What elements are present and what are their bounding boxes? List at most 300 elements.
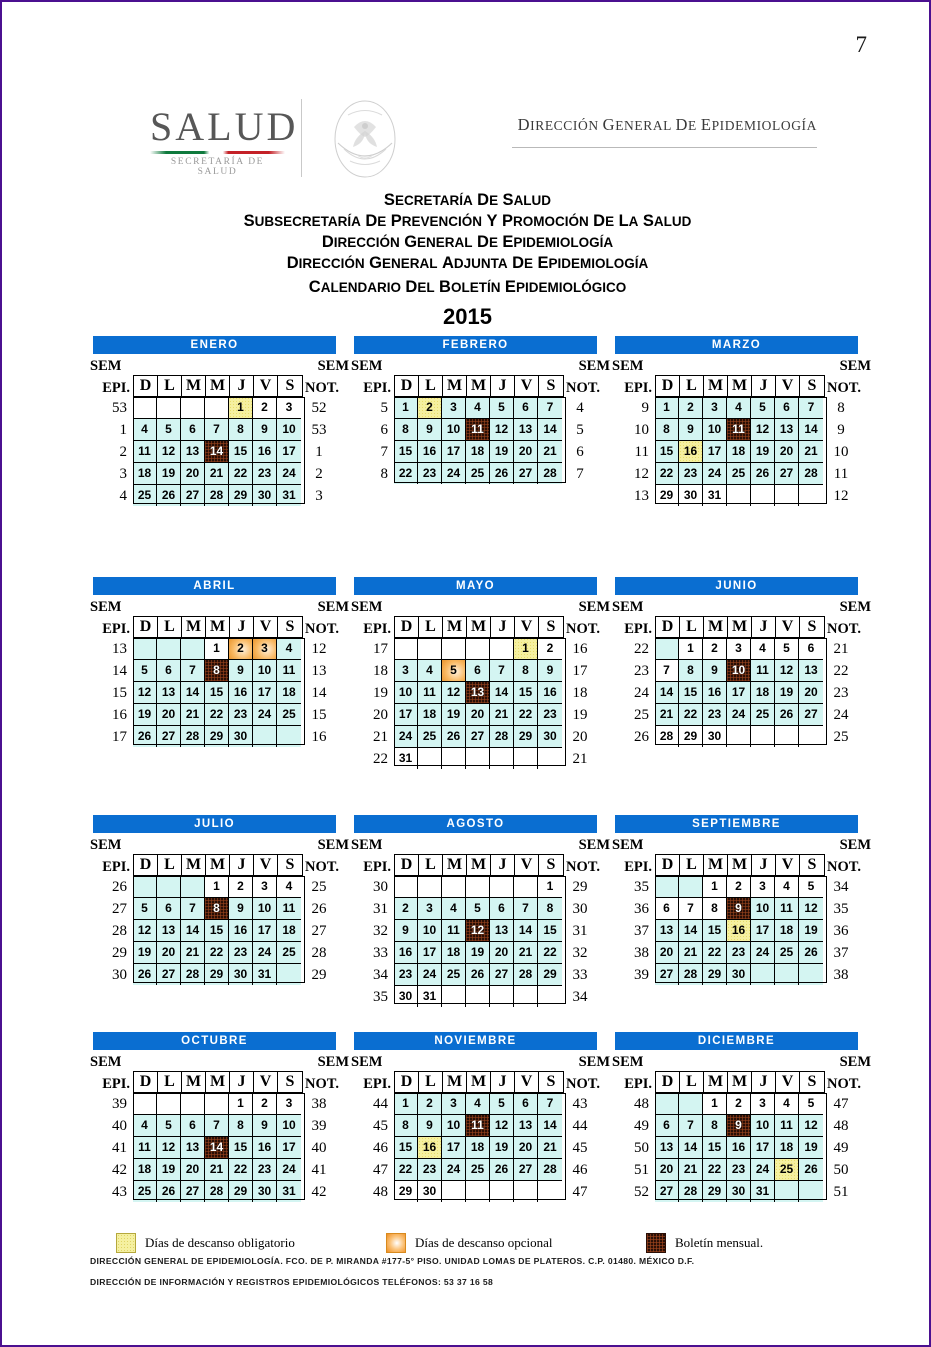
day-cell[interactable]: 22 — [229, 1159, 253, 1180]
day-cell[interactable]: 28 — [799, 463, 823, 484]
day-cell[interactable]: 28 — [205, 1181, 229, 1202]
day-cell[interactable]: 23 — [538, 704, 562, 725]
day-cell[interactable]: 6 — [157, 898, 181, 919]
day-cell[interactable]: 31 — [277, 485, 301, 506]
day-cell[interactable]: 28 — [655, 726, 679, 747]
day-cell[interactable]: 1 — [514, 638, 538, 659]
day-cell[interactable]: 14 — [679, 1137, 703, 1158]
day-cell[interactable]: 10 — [277, 1115, 301, 1136]
day-cell[interactable]: 6 — [181, 1115, 205, 1136]
day-cell[interactable]: 26 — [157, 485, 181, 506]
day-cell[interactable]: 31 — [277, 1181, 301, 1202]
day-cell[interactable]: 30 — [703, 726, 727, 747]
day-cell[interactable]: 1 — [205, 638, 229, 659]
day-cell[interactable]: 15 — [394, 441, 418, 462]
day-cell[interactable]: 7 — [679, 898, 703, 919]
day-cell[interactable]: 9 — [229, 660, 253, 681]
day-cell[interactable]: 19 — [157, 1159, 181, 1180]
day-cell[interactable]: 21 — [490, 704, 514, 725]
day-cell[interactable]: 8 — [205, 660, 229, 681]
day-cell[interactable]: 27 — [157, 964, 181, 985]
day-cell[interactable]: 19 — [466, 942, 490, 963]
day-cell[interactable]: 6 — [466, 660, 490, 681]
day-cell[interactable]: 22 — [205, 942, 229, 963]
day-cell[interactable]: 23 — [229, 942, 253, 963]
day-cell[interactable]: 25 — [466, 1159, 490, 1180]
day-cell[interactable]: 2 — [229, 876, 253, 897]
day-cell[interactable]: 24 — [253, 942, 277, 963]
day-cell[interactable]: 12 — [751, 419, 775, 440]
day-cell[interactable]: 29 — [205, 726, 229, 747]
day-cell[interactable]: 18 — [277, 920, 301, 941]
day-cell[interactable]: 22 — [703, 1159, 727, 1180]
day-cell[interactable]: 24 — [751, 1159, 775, 1180]
day-cell[interactable]: 28 — [538, 463, 562, 484]
day-cell[interactable]: 26 — [157, 1181, 181, 1202]
day-cell[interactable]: 18 — [277, 682, 301, 703]
day-cell[interactable]: 19 — [490, 1137, 514, 1158]
day-cell[interactable]: 23 — [394, 964, 418, 985]
day-cell[interactable]: 28 — [181, 726, 205, 747]
day-cell[interactable]: 5 — [133, 898, 157, 919]
day-cell[interactable]: 24 — [277, 463, 301, 484]
day-cell[interactable]: 21 — [679, 1159, 703, 1180]
day-cell[interactable]: 12 — [133, 920, 157, 941]
day-cell[interactable]: 4 — [442, 898, 466, 919]
day-cell[interactable]: 13 — [157, 920, 181, 941]
day-cell[interactable]: 20 — [655, 1159, 679, 1180]
day-cell[interactable]: 25 — [775, 942, 799, 963]
day-cell[interactable]: 5 — [157, 1115, 181, 1136]
day-cell[interactable]: 22 — [703, 942, 727, 963]
day-cell[interactable]: 16 — [418, 1137, 442, 1158]
day-cell[interactable]: 11 — [133, 1137, 157, 1158]
day-cell[interactable]: 31 — [703, 485, 727, 506]
day-cell[interactable]: 13 — [181, 441, 205, 462]
day-cell[interactable]: 30 — [727, 964, 751, 985]
day-cell[interactable]: 12 — [133, 682, 157, 703]
day-cell[interactable]: 20 — [490, 942, 514, 963]
day-cell[interactable]: 18 — [133, 1159, 157, 1180]
day-cell[interactable]: 15 — [205, 682, 229, 703]
day-cell[interactable]: 16 — [538, 682, 562, 703]
day-cell[interactable]: 5 — [490, 1093, 514, 1114]
day-cell[interactable]: 16 — [253, 441, 277, 462]
day-cell[interactable]: 16 — [418, 441, 442, 462]
day-cell[interactable]: 17 — [703, 441, 727, 462]
day-cell[interactable]: 24 — [727, 704, 751, 725]
day-cell[interactable]: 18 — [133, 463, 157, 484]
day-cell[interactable]: 2 — [253, 1093, 277, 1114]
day-cell[interactable]: 17 — [418, 942, 442, 963]
day-cell[interactable]: 25 — [751, 704, 775, 725]
day-cell[interactable]: 14 — [205, 441, 229, 462]
day-cell[interactable]: 9 — [418, 419, 442, 440]
day-cell[interactable]: 16 — [727, 920, 751, 941]
day-cell[interactable]: 24 — [442, 1159, 466, 1180]
day-cell[interactable]: 5 — [751, 397, 775, 418]
day-cell[interactable]: 16 — [229, 682, 253, 703]
day-cell[interactable]: 26 — [751, 463, 775, 484]
day-cell[interactable]: 4 — [277, 876, 301, 897]
day-cell[interactable]: 23 — [253, 1159, 277, 1180]
day-cell[interactable]: 21 — [538, 1137, 562, 1158]
day-cell[interactable]: 25 — [775, 1159, 799, 1180]
day-cell[interactable]: 30 — [253, 1181, 277, 1202]
day-cell[interactable]: 13 — [655, 920, 679, 941]
day-cell[interactable]: 26 — [775, 704, 799, 725]
day-cell[interactable]: 13 — [799, 660, 823, 681]
day-cell[interactable]: 15 — [229, 441, 253, 462]
day-cell[interactable]: 9 — [538, 660, 562, 681]
day-cell[interactable]: 7 — [490, 660, 514, 681]
day-cell[interactable]: 26 — [799, 942, 823, 963]
day-cell[interactable]: 25 — [442, 964, 466, 985]
day-cell[interactable]: 1 — [703, 1093, 727, 1114]
day-cell[interactable]: 12 — [157, 1137, 181, 1158]
day-cell[interactable]: 21 — [679, 942, 703, 963]
day-cell[interactable]: 20 — [514, 441, 538, 462]
day-cell[interactable]: 15 — [538, 920, 562, 941]
day-cell[interactable]: 9 — [229, 898, 253, 919]
day-cell[interactable]: 22 — [229, 463, 253, 484]
day-cell[interactable]: 10 — [394, 682, 418, 703]
day-cell[interactable]: 8 — [703, 1115, 727, 1136]
day-cell[interactable]: 24 — [394, 726, 418, 747]
day-cell[interactable]: 4 — [277, 638, 301, 659]
day-cell[interactable]: 2 — [229, 638, 253, 659]
day-cell[interactable]: 13 — [466, 682, 490, 703]
day-cell[interactable]: 30 — [394, 986, 418, 1007]
day-cell[interactable]: 18 — [775, 1137, 799, 1158]
day-cell[interactable]: 25 — [418, 726, 442, 747]
day-cell[interactable]: 8 — [679, 660, 703, 681]
day-cell[interactable]: 24 — [277, 1159, 301, 1180]
day-cell[interactable]: 21 — [538, 441, 562, 462]
day-cell[interactable]: 20 — [655, 942, 679, 963]
day-cell[interactable]: 19 — [133, 942, 157, 963]
day-cell[interactable]: 6 — [655, 898, 679, 919]
day-cell[interactable]: 23 — [418, 1159, 442, 1180]
day-cell[interactable]: 22 — [514, 704, 538, 725]
day-cell[interactable]: 8 — [229, 1115, 253, 1136]
day-cell[interactable]: 27 — [157, 726, 181, 747]
day-cell[interactable]: 13 — [514, 419, 538, 440]
day-cell[interactable]: 27 — [490, 964, 514, 985]
day-cell[interactable]: 11 — [133, 441, 157, 462]
day-cell[interactable]: 12 — [490, 1115, 514, 1136]
day-cell[interactable]: 13 — [490, 920, 514, 941]
day-cell[interactable]: 14 — [181, 920, 205, 941]
day-cell[interactable]: 20 — [181, 1159, 205, 1180]
day-cell[interactable]: 25 — [727, 463, 751, 484]
day-cell[interactable]: 9 — [418, 1115, 442, 1136]
day-cell[interactable]: 29 — [229, 485, 253, 506]
day-cell[interactable]: 13 — [181, 1137, 205, 1158]
day-cell[interactable]: 17 — [277, 1137, 301, 1158]
day-cell[interactable]: 6 — [490, 898, 514, 919]
day-cell[interactable]: 10 — [442, 419, 466, 440]
day-cell[interactable]: 2 — [394, 898, 418, 919]
day-cell[interactable]: 30 — [253, 485, 277, 506]
day-cell[interactable]: 30 — [679, 485, 703, 506]
day-cell[interactable]: 21 — [655, 704, 679, 725]
day-cell[interactable]: 17 — [253, 920, 277, 941]
day-cell[interactable]: 7 — [181, 898, 205, 919]
day-cell[interactable]: 17 — [277, 441, 301, 462]
day-cell[interactable]: 10 — [751, 898, 775, 919]
day-cell[interactable]: 2 — [727, 1093, 751, 1114]
day-cell[interactable]: 26 — [466, 964, 490, 985]
day-cell[interactable]: 29 — [679, 726, 703, 747]
day-cell[interactable]: 11 — [775, 1115, 799, 1136]
day-cell[interactable]: 17 — [751, 920, 775, 941]
day-cell[interactable]: 17 — [442, 441, 466, 462]
day-cell[interactable]: 5 — [490, 397, 514, 418]
day-cell[interactable]: 27 — [775, 463, 799, 484]
day-cell[interactable]: 26 — [133, 726, 157, 747]
day-cell[interactable]: 19 — [799, 920, 823, 941]
day-cell[interactable]: 31 — [253, 964, 277, 985]
day-cell[interactable]: 27 — [514, 1159, 538, 1180]
day-cell[interactable]: 12 — [157, 441, 181, 462]
day-cell[interactable]: 2 — [703, 638, 727, 659]
day-cell[interactable]: 25 — [466, 463, 490, 484]
day-cell[interactable]: 19 — [442, 704, 466, 725]
day-cell[interactable]: 20 — [466, 704, 490, 725]
day-cell[interactable]: 29 — [538, 964, 562, 985]
day-cell[interactable]: 8 — [514, 660, 538, 681]
day-cell[interactable]: 19 — [775, 682, 799, 703]
day-cell[interactable]: 1 — [538, 876, 562, 897]
day-cell[interactable]: 14 — [205, 1137, 229, 1158]
day-cell[interactable]: 8 — [205, 898, 229, 919]
day-cell[interactable]: 24 — [253, 704, 277, 725]
day-cell[interactable]: 9 — [253, 419, 277, 440]
day-cell[interactable]: 23 — [679, 463, 703, 484]
day-cell[interactable]: 10 — [253, 660, 277, 681]
day-cell[interactable]: 22 — [679, 704, 703, 725]
day-cell[interactable]: 4 — [751, 638, 775, 659]
day-cell[interactable]: 28 — [679, 964, 703, 985]
day-cell[interactable]: 1 — [229, 397, 253, 418]
day-cell[interactable]: 7 — [538, 1093, 562, 1114]
day-cell[interactable]: 7 — [205, 1115, 229, 1136]
day-cell[interactable]: 20 — [799, 682, 823, 703]
day-cell[interactable]: 2 — [418, 397, 442, 418]
day-cell[interactable]: 3 — [442, 397, 466, 418]
day-cell[interactable]: 25 — [277, 942, 301, 963]
day-cell[interactable]: 3 — [253, 876, 277, 897]
day-cell[interactable]: 20 — [157, 942, 181, 963]
day-cell[interactable]: 7 — [514, 898, 538, 919]
day-cell[interactable]: 16 — [229, 920, 253, 941]
day-cell[interactable]: 29 — [703, 1181, 727, 1202]
day-cell[interactable]: 13 — [157, 682, 181, 703]
day-cell[interactable]: 18 — [442, 942, 466, 963]
day-cell[interactable]: 16 — [679, 441, 703, 462]
day-cell[interactable]: 14 — [490, 682, 514, 703]
day-cell[interactable]: 29 — [394, 1181, 418, 1202]
day-cell[interactable]: 7 — [538, 397, 562, 418]
day-cell[interactable]: 18 — [466, 1137, 490, 1158]
day-cell[interactable]: 17 — [442, 1137, 466, 1158]
day-cell[interactable]: 20 — [514, 1137, 538, 1158]
day-cell[interactable]: 10 — [277, 419, 301, 440]
day-cell[interactable]: 15 — [229, 1137, 253, 1158]
day-cell[interactable]: 6 — [799, 638, 823, 659]
day-cell[interactable]: 1 — [229, 1093, 253, 1114]
day-cell[interactable]: 28 — [490, 726, 514, 747]
day-cell[interactable]: 2 — [253, 397, 277, 418]
day-cell[interactable]: 3 — [703, 397, 727, 418]
day-cell[interactable]: 4 — [466, 397, 490, 418]
day-cell[interactable]: 7 — [679, 1115, 703, 1136]
day-cell[interactable]: 18 — [775, 920, 799, 941]
day-cell[interactable]: 21 — [181, 942, 205, 963]
day-cell[interactable]: 21 — [799, 441, 823, 462]
day-cell[interactable]: 9 — [703, 660, 727, 681]
day-cell[interactable]: 6 — [181, 419, 205, 440]
day-cell[interactable]: 18 — [466, 441, 490, 462]
day-cell[interactable]: 4 — [466, 1093, 490, 1114]
day-cell[interactable]: 16 — [394, 942, 418, 963]
day-cell[interactable]: 28 — [205, 485, 229, 506]
day-cell[interactable]: 8 — [703, 898, 727, 919]
day-cell[interactable]: 3 — [751, 1093, 775, 1114]
day-cell[interactable]: 22 — [538, 942, 562, 963]
day-cell[interactable]: 10 — [703, 419, 727, 440]
day-cell[interactable]: 8 — [655, 419, 679, 440]
day-cell[interactable]: 19 — [133, 704, 157, 725]
day-cell[interactable]: 15 — [679, 682, 703, 703]
day-cell[interactable]: 5 — [133, 660, 157, 681]
day-cell[interactable]: 24 — [751, 942, 775, 963]
day-cell[interactable]: 6 — [514, 1093, 538, 1114]
day-cell[interactable]: 28 — [538, 1159, 562, 1180]
day-cell[interactable]: 21 — [514, 942, 538, 963]
day-cell[interactable]: 17 — [727, 682, 751, 703]
day-cell[interactable]: 16 — [253, 1137, 277, 1158]
day-cell[interactable]: 3 — [277, 1093, 301, 1114]
day-cell[interactable]: 21 — [205, 1159, 229, 1180]
day-cell[interactable]: 17 — [394, 704, 418, 725]
day-cell[interactable]: 1 — [703, 876, 727, 897]
day-cell[interactable]: 30 — [538, 726, 562, 747]
day-cell[interactable]: 6 — [655, 1115, 679, 1136]
day-cell[interactable]: 30 — [229, 726, 253, 747]
day-cell[interactable]: 7 — [205, 419, 229, 440]
day-cell[interactable]: 23 — [229, 704, 253, 725]
day-cell[interactable]: 22 — [394, 463, 418, 484]
day-cell[interactable]: 25 — [277, 704, 301, 725]
day-cell[interactable]: 2 — [727, 876, 751, 897]
day-cell[interactable]: 12 — [799, 1115, 823, 1136]
day-cell[interactable]: 15 — [205, 920, 229, 941]
day-cell[interactable]: 14 — [181, 682, 205, 703]
day-cell[interactable]: 22 — [394, 1159, 418, 1180]
day-cell[interactable]: 4 — [133, 1115, 157, 1136]
day-cell[interactable]: 11 — [751, 660, 775, 681]
day-cell[interactable]: 9 — [394, 920, 418, 941]
day-cell[interactable]: 27 — [181, 485, 205, 506]
day-cell[interactable]: 23 — [418, 463, 442, 484]
day-cell[interactable]: 14 — [799, 419, 823, 440]
day-cell[interactable]: 10 — [751, 1115, 775, 1136]
day-cell[interactable]: 5 — [799, 1093, 823, 1114]
day-cell[interactable]: 20 — [775, 441, 799, 462]
day-cell[interactable]: 4 — [133, 419, 157, 440]
day-cell[interactable]: 4 — [775, 1093, 799, 1114]
day-cell[interactable]: 16 — [703, 682, 727, 703]
day-cell[interactable]: 27 — [799, 704, 823, 725]
day-cell[interactable]: 2 — [538, 638, 562, 659]
day-cell[interactable]: 12 — [466, 920, 490, 941]
day-cell[interactable]: 29 — [703, 964, 727, 985]
day-cell[interactable]: 8 — [394, 419, 418, 440]
day-cell[interactable]: 14 — [538, 1115, 562, 1136]
day-cell[interactable]: 9 — [727, 1115, 751, 1136]
day-cell[interactable]: 11 — [775, 898, 799, 919]
day-cell[interactable]: 23 — [727, 1159, 751, 1180]
day-cell[interactable]: 8 — [229, 419, 253, 440]
day-cell[interactable]: 15 — [703, 1137, 727, 1158]
day-cell[interactable]: 16 — [727, 1137, 751, 1158]
day-cell[interactable]: 21 — [205, 463, 229, 484]
day-cell[interactable]: 18 — [751, 682, 775, 703]
day-cell[interactable]: 3 — [727, 638, 751, 659]
day-cell[interactable]: 18 — [727, 441, 751, 462]
day-cell[interactable]: 24 — [703, 463, 727, 484]
day-cell[interactable]: 15 — [655, 441, 679, 462]
day-cell[interactable]: 11 — [277, 660, 301, 681]
day-cell[interactable]: 27 — [466, 726, 490, 747]
day-cell[interactable]: 13 — [655, 1137, 679, 1158]
day-cell[interactable]: 11 — [442, 920, 466, 941]
day-cell[interactable]: 12 — [799, 898, 823, 919]
day-cell[interactable]: 12 — [775, 660, 799, 681]
day-cell[interactable]: 7 — [181, 660, 205, 681]
day-cell[interactable]: 28 — [514, 964, 538, 985]
day-cell[interactable]: 10 — [727, 660, 751, 681]
day-cell[interactable]: 3 — [418, 898, 442, 919]
day-cell[interactable]: 11 — [466, 419, 490, 440]
day-cell[interactable]: 11 — [466, 1115, 490, 1136]
day-cell[interactable]: 17 — [751, 1137, 775, 1158]
day-cell[interactable]: 25 — [133, 485, 157, 506]
day-cell[interactable]: 1 — [205, 876, 229, 897]
day-cell[interactable]: 27 — [655, 1181, 679, 1202]
day-cell[interactable]: 24 — [442, 463, 466, 484]
day-cell[interactable]: 27 — [655, 964, 679, 985]
day-cell[interactable]: 3 — [751, 876, 775, 897]
day-cell[interactable]: 11 — [727, 419, 751, 440]
day-cell[interactable]: 4 — [775, 876, 799, 897]
day-cell[interactable]: 24 — [418, 964, 442, 985]
day-cell[interactable]: 31 — [394, 748, 418, 769]
day-cell[interactable]: 11 — [418, 682, 442, 703]
day-cell[interactable]: 1 — [655, 397, 679, 418]
day-cell[interactable]: 23 — [253, 463, 277, 484]
day-cell[interactable]: 10 — [253, 898, 277, 919]
day-cell[interactable]: 29 — [655, 485, 679, 506]
day-cell[interactable]: 6 — [514, 397, 538, 418]
day-cell[interactable]: 18 — [418, 704, 442, 725]
day-cell[interactable]: 17 — [253, 682, 277, 703]
day-cell[interactable]: 28 — [181, 964, 205, 985]
day-cell[interactable]: 10 — [418, 920, 442, 941]
day-cell[interactable]: 19 — [490, 441, 514, 462]
